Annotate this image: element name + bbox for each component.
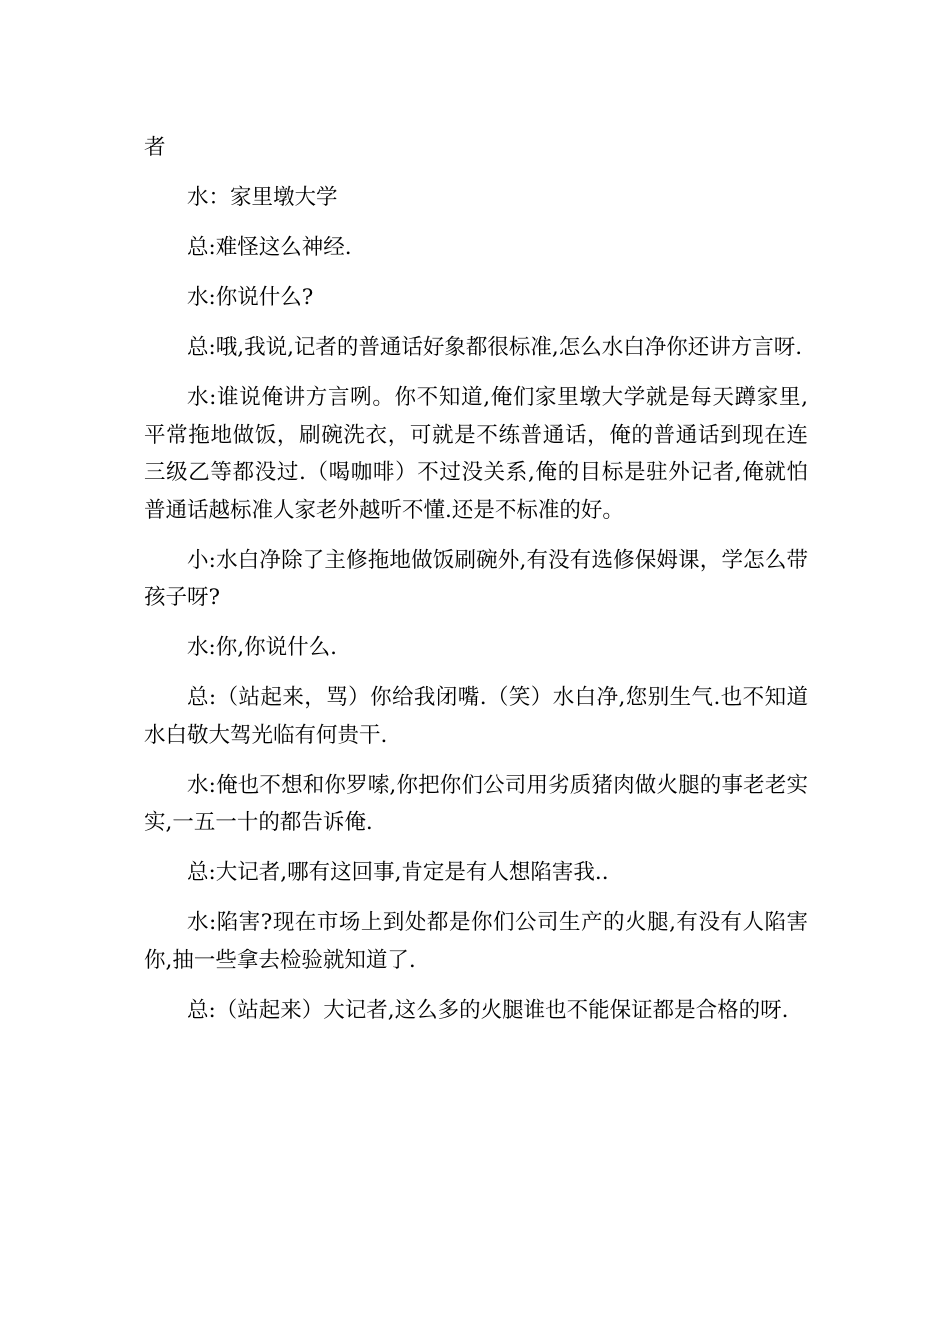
dialogue-line: 水:俺也不想和你罗嗦,你把你们公司用劣质猪肉做火腿的事老老实实,一五一十的都告诉俺. [144, 772, 808, 835]
dialogue-line: 总:难怪这么神经. [187, 235, 352, 260]
dialogue-line: 总:（站起来）大记者,这么多的火腿谁也不能保证都是合格的呀. [187, 997, 789, 1023]
dialogue-line: 总:大记者,哪有这回事,肯定是有人想陷害我.. [187, 860, 609, 885]
dialogue-line: 水:你,你说什么. [187, 635, 337, 660]
dialogue-line: 总:哦,我说,记者的普通话好象都很标准,怎么水白净你还讲方言呀. [187, 335, 803, 360]
dialogue-line: 水:谁说俺讲方言咧。你不知道,俺们家里墩大学就是每天蹲家里,平常拖地做饭，刷碗洗衣，可就是不练普通话，俺的普通话到现在连三级乙等都没过.（喝咖啡）不过没关系,俺的目标是驻外记者,俺就怕普通话越标准人家老外越听不懂.还是不标准的好。 [144, 385, 808, 523]
dialogue-line: 水:你说什么? [187, 285, 314, 310]
dialogue-line: 水：家里墩大学 [187, 185, 338, 210]
dialogue-line: 水:陷害?现在市场上到处都是你们公司生产的火腿,有没有人陷害你,抽一些拿去检验就知道了. [144, 910, 808, 973]
dialogue-line: 小:水白净除了主修拖地做饭刷碗外,有没有选修保姆课，学怎么带孩子呀? [144, 547, 808, 610]
paragraph-continuation: 者 [144, 135, 166, 160]
dialogue-line: 总:（站起来，骂）你给我闭嘴.（笑）水白净,您别生气.也不知道水白敬大驾光临有何贵干. [144, 685, 808, 748]
dialogue-body [144, 129, 808, 1042]
